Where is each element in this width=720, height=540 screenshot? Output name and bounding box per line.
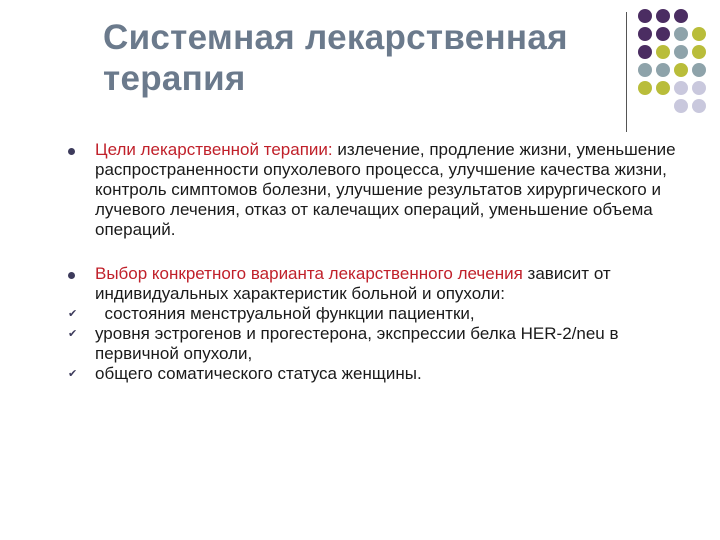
dot-purple bbox=[638, 27, 652, 41]
slide-title-line-1: Системная лекарственная bbox=[103, 18, 568, 57]
round-bullet-icon bbox=[68, 264, 86, 284]
title-divider bbox=[626, 12, 627, 132]
dot-olive bbox=[674, 63, 688, 77]
dot-olive bbox=[656, 81, 670, 95]
sub-bullet-somatic bbox=[68, 364, 688, 384]
dot-lavender bbox=[692, 81, 706, 95]
dot-purple bbox=[656, 9, 670, 23]
bullet-goals bbox=[68, 140, 688, 240]
bullet-choice-heading: Выбор конкретного варианта лекарственного лечения bbox=[95, 264, 523, 283]
sub-bullet-menstrual bbox=[68, 304, 688, 324]
slide-title bbox=[103, 18, 623, 99]
round-bullet-icon bbox=[68, 140, 86, 160]
bullet-goals-heading: Цели лекарственной терапии: bbox=[95, 140, 333, 159]
dot-gray bbox=[638, 63, 652, 77]
dot-lavender bbox=[692, 99, 706, 113]
dot-purple bbox=[638, 9, 652, 23]
dot-gray bbox=[656, 63, 670, 77]
dot-lavender bbox=[674, 81, 688, 95]
bullet-choice bbox=[68, 264, 688, 304]
dot-purple bbox=[674, 9, 688, 23]
slide-title-line-2: терапия bbox=[103, 58, 246, 98]
checkmark-bullet-icon: ✔ bbox=[68, 368, 78, 380]
checkmark-bullet-icon: ✔ bbox=[68, 328, 78, 340]
dot-olive bbox=[692, 27, 706, 41]
dot-olive bbox=[692, 45, 706, 59]
dot-olive bbox=[656, 45, 670, 59]
sub-bullet-somatic-text: общего соматического статуса женщины. bbox=[95, 364, 422, 383]
dot-gray bbox=[692, 63, 706, 77]
dot-lavender bbox=[674, 99, 688, 113]
sub-bullet-hormones bbox=[68, 324, 688, 364]
dot-olive bbox=[638, 81, 652, 95]
dot-purple bbox=[638, 45, 652, 59]
dot-purple bbox=[656, 27, 670, 41]
bullet-goals-text: излечение, продление жизни, уменьшение распространенности опухолевого процесса, улучшение качества жизни, контроль симптомов болезни, улучшение результатов хирургического и лучевого лечения, отказ от калечащих операций, уменьшение объема операций. bbox=[95, 140, 676, 239]
checkmark-bullet-icon: ✔ bbox=[68, 308, 78, 320]
decorative-dot-grid bbox=[638, 9, 718, 119]
sub-bullet-hormones-text: уровня эстрогенов и прогестерона, экспрессии белка HER-2/neu в первичной опухоли, bbox=[95, 324, 619, 363]
dot-gray bbox=[674, 45, 688, 59]
slide-body bbox=[68, 140, 688, 384]
dot-gray bbox=[674, 27, 688, 41]
bullet-choice-text: зависит от индивидуальных характеристик больной и опухоли: bbox=[95, 264, 611, 303]
sub-bullet-menstrual-text: состояния менструальной функции пациентки, bbox=[95, 304, 475, 323]
